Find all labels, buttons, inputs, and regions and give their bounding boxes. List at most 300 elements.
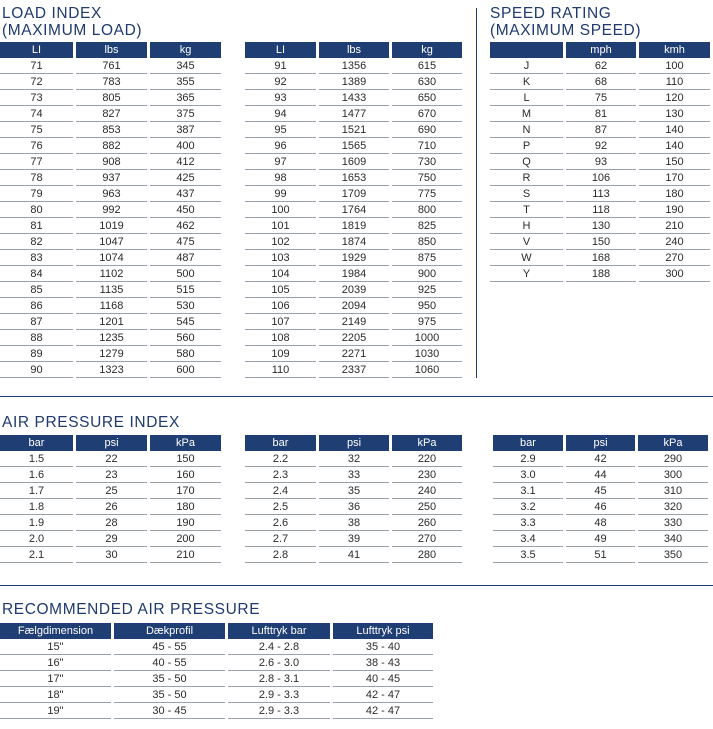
table-cell: 2205 xyxy=(319,330,389,346)
load-index-title xyxy=(2,5,142,39)
table-row xyxy=(245,515,462,531)
table-cell: 1323 xyxy=(76,362,147,378)
header-row xyxy=(0,42,221,58)
table-cell: 95 xyxy=(245,122,316,138)
table-cell: 375 xyxy=(150,106,221,122)
column-header: Lufttryk psi xyxy=(333,623,433,639)
table-cell: 3.2 xyxy=(493,499,563,515)
table-row xyxy=(493,547,708,563)
table-cell: 500 xyxy=(150,266,221,282)
table-row xyxy=(0,687,433,703)
table-cell: 1074 xyxy=(76,250,147,266)
column-header: Dækprofil xyxy=(114,623,225,639)
header-row xyxy=(0,623,433,639)
table-cell: 230 xyxy=(392,467,462,483)
table-cell: S xyxy=(490,186,563,202)
table-cell: 75 xyxy=(0,122,73,138)
table-cell: 30 xyxy=(76,547,147,563)
table-cell: 73 xyxy=(0,90,73,106)
table-cell: 88 xyxy=(0,330,73,346)
header-row xyxy=(245,435,462,451)
table-row xyxy=(245,547,462,563)
table-cell: 39 xyxy=(319,531,389,547)
table-row xyxy=(493,467,708,483)
table-cell: 2.6 - 3.0 xyxy=(228,655,330,671)
table-cell: 44 xyxy=(566,467,635,483)
column-header: kg xyxy=(150,42,221,58)
table-row xyxy=(490,202,710,218)
header-row xyxy=(493,435,708,451)
table-cell: 200 xyxy=(150,531,221,547)
table-cell: 475 xyxy=(150,234,221,250)
table-cell: 102 xyxy=(245,234,316,250)
table-cell: 1000 xyxy=(392,330,462,346)
table-cell: 1764 xyxy=(319,202,389,218)
table-cell: 48 xyxy=(566,515,635,531)
table-cell: 875 xyxy=(392,250,462,266)
table-cell: 23 xyxy=(76,467,147,483)
table-row xyxy=(490,154,710,170)
table-cell: 290 xyxy=(638,451,708,467)
section-divider-2 xyxy=(0,585,713,586)
table-cell: 150 xyxy=(566,234,636,250)
table-row xyxy=(0,202,221,218)
table-cell: 1102 xyxy=(76,266,147,282)
column-header: mph xyxy=(566,42,636,58)
column-header xyxy=(490,42,563,58)
table-row xyxy=(0,362,221,378)
table-cell: 2.3 xyxy=(245,467,316,483)
table-cell: V xyxy=(490,234,563,250)
table-cell: 992 xyxy=(76,202,147,218)
table-cell: 270 xyxy=(392,531,462,547)
table-cell: 36 xyxy=(319,499,389,515)
table-row xyxy=(493,499,708,515)
table-cell: 110 xyxy=(639,74,710,90)
table-row xyxy=(493,483,708,499)
table-row xyxy=(245,467,462,483)
table-cell: 78 xyxy=(0,170,73,186)
table-row xyxy=(0,74,221,90)
table-cell: 160 xyxy=(150,467,221,483)
table-cell: 975 xyxy=(392,314,462,330)
table-row xyxy=(245,106,462,122)
table-row xyxy=(0,483,221,499)
table-cell: 2039 xyxy=(319,282,389,298)
table-cell: 35 - 50 xyxy=(114,687,225,703)
table-cell: 26 xyxy=(76,499,147,515)
table-cell: P xyxy=(490,138,563,154)
table-row xyxy=(245,314,462,330)
table-cell: 99 xyxy=(245,186,316,202)
table-cell: 280 xyxy=(392,547,462,563)
table-row xyxy=(0,655,433,671)
table-cell: 33 xyxy=(319,467,389,483)
air-pressure-table-2 xyxy=(242,435,465,563)
table-cell: 487 xyxy=(150,250,221,266)
table-cell: 103 xyxy=(245,250,316,266)
table-row xyxy=(245,250,462,266)
table-row xyxy=(245,202,462,218)
table-cell: 2094 xyxy=(319,298,389,314)
table-cell: 545 xyxy=(150,314,221,330)
table-cell: 104 xyxy=(245,266,316,282)
table-cell: 113 xyxy=(566,186,636,202)
table-row xyxy=(0,346,221,362)
table-cell: 29 xyxy=(76,531,147,547)
table-cell: 2.4 xyxy=(245,483,316,499)
table-cell: 41 xyxy=(319,547,389,563)
table-cell: 1929 xyxy=(319,250,389,266)
table-cell: 925 xyxy=(392,282,462,298)
header-row xyxy=(490,42,710,58)
table-row xyxy=(245,362,462,378)
table-row xyxy=(490,122,710,138)
table-row xyxy=(490,250,710,266)
table-cell: 3.0 xyxy=(493,467,563,483)
table-cell: 330 xyxy=(638,515,708,531)
air-pressure-index-title: AIR PRESSURE INDEX xyxy=(2,414,180,431)
table-row xyxy=(0,106,221,122)
table-cell: H xyxy=(490,218,563,234)
load-index-title-line2: (MAXIMUM LOAD) xyxy=(2,22,143,39)
table-cell: 355 xyxy=(150,74,221,90)
table-cell: 3.5 xyxy=(493,547,563,563)
table-cell: 425 xyxy=(150,170,221,186)
table-cell: 19" xyxy=(0,703,111,719)
table-row xyxy=(245,451,462,467)
table-cell: 35 - 40 xyxy=(333,639,433,655)
table-cell: 170 xyxy=(639,170,710,186)
load-index-table-2 xyxy=(242,42,465,378)
vertical-divider xyxy=(476,8,477,378)
table-row xyxy=(490,138,710,154)
table-cell: 3.3 xyxy=(493,515,563,531)
table-cell: 150 xyxy=(150,451,221,467)
table-cell: 83 xyxy=(0,250,73,266)
table-row xyxy=(0,282,221,298)
table-cell: 853 xyxy=(76,122,147,138)
table-cell: 950 xyxy=(392,298,462,314)
recommended-air-pressure-title: RECOMMENDED AIR PRESSURE xyxy=(2,601,261,618)
table-row xyxy=(490,218,710,234)
table-cell: 110 xyxy=(245,362,316,378)
table-cell: 130 xyxy=(639,106,710,122)
table-row xyxy=(0,499,221,515)
table-cell: 74 xyxy=(0,106,73,122)
table-cell: 1874 xyxy=(319,234,389,250)
table-cell: 580 xyxy=(150,346,221,362)
load-index-title-line1: LOAD INDEX xyxy=(2,5,102,22)
table-cell: 22 xyxy=(76,451,147,467)
table-cell: 1019 xyxy=(76,218,147,234)
table-cell: 96 xyxy=(245,138,316,154)
table-row xyxy=(0,531,221,547)
table-row xyxy=(245,170,462,186)
table-cell: 2.4 - 2.8 xyxy=(228,639,330,655)
table-row xyxy=(490,74,710,90)
table-row xyxy=(245,122,462,138)
table-row xyxy=(245,346,462,362)
table-cell: 168 xyxy=(566,250,636,266)
table-cell: 690 xyxy=(392,122,462,138)
table-cell: 71 xyxy=(0,58,73,74)
table-cell: 190 xyxy=(150,515,221,531)
table-cell: M xyxy=(490,106,563,122)
table-cell: 2.2 xyxy=(245,451,316,467)
table-cell: 101 xyxy=(245,218,316,234)
table-cell: 18" xyxy=(0,687,111,703)
column-header: bar xyxy=(0,435,73,451)
table-cell: 130 xyxy=(566,218,636,234)
table-cell: 1.9 xyxy=(0,515,73,531)
column-header: lbs xyxy=(319,42,389,58)
table-cell: 51 xyxy=(566,547,635,563)
table-cell: 90 xyxy=(0,362,73,378)
table-cell: 38 xyxy=(319,515,389,531)
table-cell: 1984 xyxy=(319,266,389,282)
table-cell: 35 xyxy=(319,483,389,499)
speed-rating-title-line1: SPEED RATING xyxy=(490,5,612,22)
table-cell: 2.8 xyxy=(245,547,316,563)
table-cell: 462 xyxy=(150,218,221,234)
table-cell: 98 xyxy=(245,170,316,186)
table-cell: T xyxy=(490,202,563,218)
column-header: Fælgdimension xyxy=(0,623,111,639)
table-cell: 89 xyxy=(0,346,73,362)
column-header: Lufttryk bar xyxy=(228,623,330,639)
table-cell: J xyxy=(490,58,563,74)
table-cell: 615 xyxy=(392,58,462,74)
table-row xyxy=(490,170,710,186)
table-cell: 86 xyxy=(0,298,73,314)
column-header: bar xyxy=(493,435,563,451)
table-cell: 93 xyxy=(245,90,316,106)
table-cell: 210 xyxy=(150,547,221,563)
table-cell: 240 xyxy=(639,234,710,250)
table-row xyxy=(490,58,710,74)
table-row xyxy=(0,298,221,314)
air-pressure-table-1 xyxy=(0,435,224,563)
table-cell: 3.1 xyxy=(493,483,563,499)
table-cell: 92 xyxy=(245,74,316,90)
table-row xyxy=(245,218,462,234)
table-row xyxy=(245,234,462,250)
table-cell: 300 xyxy=(639,266,710,282)
table-row xyxy=(0,266,221,282)
column-header: LI xyxy=(245,42,316,58)
table-row xyxy=(0,58,221,74)
table-cell: L xyxy=(490,90,563,106)
table-cell: 387 xyxy=(150,122,221,138)
table-row xyxy=(245,298,462,314)
table-cell: 530 xyxy=(150,298,221,314)
table-cell: 1279 xyxy=(76,346,147,362)
table-cell: 25 xyxy=(76,483,147,499)
table-row xyxy=(493,515,708,531)
table-row xyxy=(0,218,221,234)
table-row xyxy=(0,671,433,687)
table-cell: 97 xyxy=(245,154,316,170)
table-cell: 62 xyxy=(566,58,636,74)
air-pressure-table-3 xyxy=(490,435,711,563)
table-cell: 400 xyxy=(150,138,221,154)
table-cell: 38 - 43 xyxy=(333,655,433,671)
table-cell: 300 xyxy=(638,467,708,483)
table-cell: 42 xyxy=(566,451,635,467)
table-cell: 107 xyxy=(245,314,316,330)
table-row xyxy=(490,186,710,202)
table-cell: 2.9 - 3.3 xyxy=(228,703,330,719)
column-header: psi xyxy=(566,435,635,451)
section-divider-1 xyxy=(0,396,713,397)
table-cell: 75 xyxy=(566,90,636,106)
table-row xyxy=(0,451,221,467)
column-header: kPa xyxy=(150,435,221,451)
table-cell: 805 xyxy=(76,90,147,106)
table-cell: 94 xyxy=(245,106,316,122)
table-row xyxy=(245,58,462,74)
table-row xyxy=(0,234,221,250)
column-header: kmh xyxy=(639,42,710,58)
table-cell: 170 xyxy=(150,483,221,499)
table-cell: 188 xyxy=(566,266,636,282)
table-cell: 81 xyxy=(0,218,73,234)
table-cell: 1709 xyxy=(319,186,389,202)
table-cell: 42 - 47 xyxy=(333,703,433,719)
table-cell: 85 xyxy=(0,282,73,298)
table-row xyxy=(0,639,433,655)
table-cell: 16" xyxy=(0,655,111,671)
table-cell: 775 xyxy=(392,186,462,202)
column-header: kg xyxy=(392,42,462,58)
table-cell: 1168 xyxy=(76,298,147,314)
table-cell: 79 xyxy=(0,186,73,202)
table-cell: 365 xyxy=(150,90,221,106)
table-cell: 1653 xyxy=(319,170,389,186)
table-cell: 40 - 45 xyxy=(333,671,433,687)
table-cell: 2.8 - 3.1 xyxy=(228,671,330,687)
table-row xyxy=(245,90,462,106)
table-cell: 310 xyxy=(638,483,708,499)
table-cell: 240 xyxy=(392,483,462,499)
table-cell: 1.5 xyxy=(0,451,73,467)
table-cell: 108 xyxy=(245,330,316,346)
table-row xyxy=(0,138,221,154)
table-row xyxy=(0,547,221,563)
table-cell: 84 xyxy=(0,266,73,282)
table-row xyxy=(0,154,221,170)
table-row xyxy=(0,170,221,186)
table-cell: 783 xyxy=(76,74,147,90)
table-cell: 750 xyxy=(392,170,462,186)
table-cell: 1819 xyxy=(319,218,389,234)
table-cell: 2.1 xyxy=(0,547,73,563)
table-row xyxy=(0,90,221,106)
header-row xyxy=(245,42,462,58)
speed-rating-title-line2: (MAXIMUM SPEED) xyxy=(490,22,642,39)
table-cell: 2.0 xyxy=(0,531,73,547)
table-cell: 1135 xyxy=(76,282,147,298)
table-row xyxy=(245,483,462,499)
table-cell: 2337 xyxy=(319,362,389,378)
table-cell: 2.9 xyxy=(493,451,563,467)
table-cell: 190 xyxy=(639,202,710,218)
table-cell: 1565 xyxy=(319,138,389,154)
table-cell: 710 xyxy=(392,138,462,154)
table-cell: 825 xyxy=(392,218,462,234)
table-cell: Q xyxy=(490,154,563,170)
table-cell: 600 xyxy=(150,362,221,378)
table-cell: 106 xyxy=(245,298,316,314)
table-cell: 2.9 - 3.3 xyxy=(228,687,330,703)
recommended-air-pressure-table xyxy=(0,623,436,719)
table-cell: N xyxy=(490,122,563,138)
column-header: LI xyxy=(0,42,73,58)
table-cell: 345 xyxy=(150,58,221,74)
table-row xyxy=(245,531,462,547)
column-header: kPa xyxy=(392,435,462,451)
table-cell: 120 xyxy=(639,90,710,106)
speed-rating-title xyxy=(490,5,641,39)
table-cell: 35 - 50 xyxy=(114,671,225,687)
table-row xyxy=(245,282,462,298)
table-cell: 49 xyxy=(566,531,635,547)
table-cell: 260 xyxy=(392,515,462,531)
table-cell: 1.8 xyxy=(0,499,73,515)
table-cell: 180 xyxy=(150,499,221,515)
table-cell: 937 xyxy=(76,170,147,186)
table-row xyxy=(245,266,462,282)
table-row xyxy=(0,330,221,346)
table-row xyxy=(0,122,221,138)
table-cell: 150 xyxy=(639,154,710,170)
table-row xyxy=(490,266,710,282)
table-cell: 100 xyxy=(639,58,710,74)
table-cell: 2149 xyxy=(319,314,389,330)
table-cell: 72 xyxy=(0,74,73,90)
table-cell: 220 xyxy=(392,451,462,467)
table-cell: 2.5 xyxy=(245,499,316,515)
table-cell: 87 xyxy=(566,122,636,138)
column-header: psi xyxy=(319,435,389,451)
table-cell: 450 xyxy=(150,202,221,218)
table-cell: 800 xyxy=(392,202,462,218)
table-cell: 882 xyxy=(76,138,147,154)
table-cell: 630 xyxy=(392,74,462,90)
table-row xyxy=(490,90,710,106)
table-cell: 730 xyxy=(392,154,462,170)
table-cell: 68 xyxy=(566,74,636,90)
table-cell: 1356 xyxy=(319,58,389,74)
table-cell: 515 xyxy=(150,282,221,298)
table-cell: 850 xyxy=(392,234,462,250)
table-cell: 105 xyxy=(245,282,316,298)
table-cell: 106 xyxy=(566,170,636,186)
table-row xyxy=(245,499,462,515)
table-cell: 109 xyxy=(245,346,316,362)
table-cell: 3.4 xyxy=(493,531,563,547)
header-row xyxy=(0,435,221,451)
table-cell: 350 xyxy=(638,547,708,563)
table-cell: 81 xyxy=(566,106,636,122)
table-row xyxy=(493,451,708,467)
table-row xyxy=(0,515,221,531)
table-row xyxy=(245,138,462,154)
table-cell: 17" xyxy=(0,671,111,687)
table-cell: 270 xyxy=(639,250,710,266)
table-cell: 92 xyxy=(566,138,636,154)
